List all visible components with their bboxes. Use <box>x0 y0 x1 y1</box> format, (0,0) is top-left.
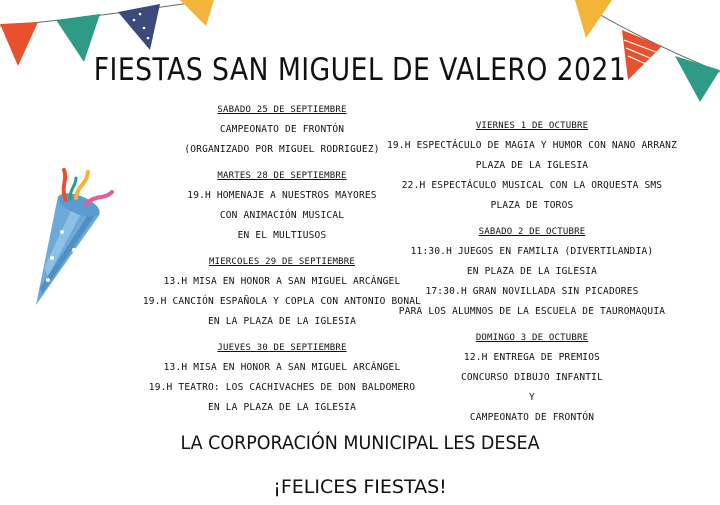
event-line: 19.H TEATRO: LOS CACHIVACHES DE DON BALDOMERO <box>148 382 416 393</box>
event-line: 13.H MISA EN HONOR A SAN MIGUEL ARCÁNGEL <box>163 276 401 287</box>
event-line: 19.H ESPECTÁCULO DE MAGIA Y HUMOR CON NANO ARRANZ <box>386 140 678 151</box>
pennant-orange-left <box>0 22 38 66</box>
event-line: EN PLAZA DE LA IGLESIA <box>466 266 598 277</box>
day-heading: MIERCOLES 29 DE SEPTIEMBRE <box>208 257 356 267</box>
program-right-column <box>372 116 692 428</box>
event-day-fri-1 <box>372 116 692 216</box>
event-line: CAMPEONATO DE FRONTÓN <box>219 124 345 135</box>
event-day-sat-2 <box>372 222 692 322</box>
event-line: EN LA PLAZA DE LA IGLESIA <box>208 402 356 413</box>
event-line: EN EL MULTIUSOS <box>237 230 327 241</box>
event-line: PLAZA DE TOROS <box>490 200 574 211</box>
day-heading: VIERNES 1 DE OCTUBRE <box>475 121 589 131</box>
footer-greeting: ¡FELICES FIESTAS! <box>273 476 447 498</box>
event-day-sun-3 <box>372 328 692 428</box>
event-line: 17:30.H GRAN NOVILLADA SIN PICADORES <box>425 286 639 297</box>
pennant-yellow-left <box>180 0 214 26</box>
event-line: 19.H CANCIÓN ESPAÑOLA Y COPLA CON ANTONIO BONAL <box>142 296 422 307</box>
event-line: (ORGANIZADO POR MIGUEL RODRIGUEZ) <box>184 144 380 155</box>
page-title: FIESTAS SAN MIGUEL DE VALERO 2021 <box>93 52 627 88</box>
event-line: Y <box>529 392 535 403</box>
day-heading: MARTES 28 DE SEPTIEMBRE <box>217 171 347 181</box>
day-heading: SABADO 25 DE SEPTIEMBRE <box>217 105 347 115</box>
event-line: CONCURSO DIBUJO INFANTIL <box>460 372 604 383</box>
event-line: 22.H ESPECTÁCULO MUSICAL CON LA ORQUESTA SMS <box>401 180 663 191</box>
event-line: 11:30.H JUEGOS EN FAMILIA (DIVERTILANDIA) <box>410 246 654 257</box>
event-line: PARA LOS ALUMNOS DE LA ESCUELA DE TAUROMAQUIA <box>398 306 666 317</box>
pennant-navy-left <box>118 4 160 50</box>
pennant-yellow-right <box>575 0 612 38</box>
event-line: EN LA PLAZA DE LA IGLESIA <box>208 316 356 327</box>
event-line: 12.H ENTREGA DE PREMIOS <box>463 352 601 363</box>
event-line: CON ANIMACIÓN MUSICAL <box>219 210 345 221</box>
event-line: CAMPEONATO DE FRONTÓN <box>469 412 595 423</box>
day-heading: DOMINGO 3 DE OCTUBRE <box>475 333 589 343</box>
event-line: 19.H HOMENAJE A NUESTROS MAYORES <box>187 190 377 201</box>
day-heading: JUEVES 30 DE SEPTIEMBRE <box>217 343 347 353</box>
event-line: PLAZA DE LA IGLESIA <box>475 160 589 171</box>
event-line: 13.H MISA EN HONOR A SAN MIGUEL ARCÁNGEL <box>163 362 401 373</box>
footer-wish-line: LA CORPORACIÓN MUNICIPAL LES DESEA <box>180 432 540 454</box>
party-horn-icon <box>36 170 112 305</box>
day-heading: SABADO 2 DE OCTUBRE <box>478 227 586 237</box>
